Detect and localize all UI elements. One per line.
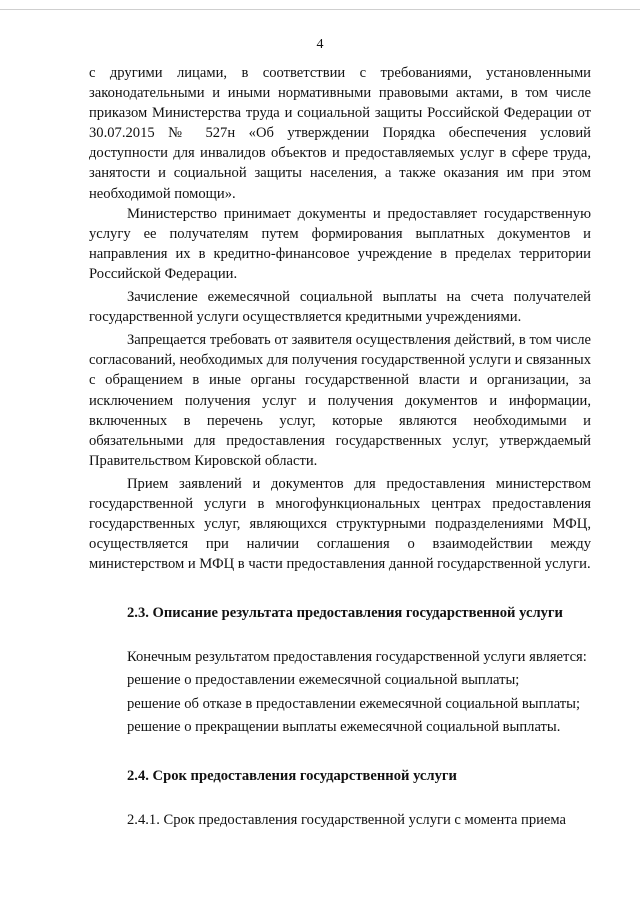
section-2-3-intro: Конечным результатом предоставления государственной услуги является:: [127, 649, 587, 666]
page-number: 4: [316, 37, 324, 52]
paragraph-crediting: Зачисление ежемесячной социальной выплаты на счета получателей государственной услуги осуществляется кредитными учреждениями.: [89, 289, 591, 326]
section-heading-2-4: 2.4. Срок предоставления государственной услуги: [127, 767, 457, 784]
section-heading-2-3: 2.3. Описание результата предоставления государственной услуги: [127, 605, 563, 622]
paragraph-continuation: с другими лицами, в соответствии с требованиями, установленными законодательными и иными нормативными правовыми актами, в том числе приказом Министерства труда и социальной защиты Российской Федерации от 30.07.2015 № 527н «Об утверждении Порядка обеспечения условий доступности для инвалидов объектов и предоставляемых услуг в сфере труда, занятости и социальной защиты населения, а также оказания им при этом необходимой помощи».: [89, 65, 591, 202]
section-2-4-1-paragraph: 2.4.1. Срок предоставления государственной услуги с момента приема: [127, 811, 567, 828]
paragraph-ministry-accepts: Министерство принимает документы и предоставляет государственную услугу ее получателям путем формирования выплатных документов и направления их в кредитно-финансовое учреждение в пределах территории Российской Федерации.: [89, 205, 591, 282]
document-body: [89, 63, 591, 830]
result-item-termination: решение о прекращении выплаты ежемесячной социальной выплаты.: [127, 718, 561, 735]
paragraph-prohibition: Запрещается требовать от заявителя осуществления действий, в том числе согласований, необходимых для получения государственной услуги и связанных с обращением в иные органы государственной власти и организации, за исключением получения услуг и получения документов и информации, включенных в перечень услуг, которые являются необходимыми и обязательными для предоставления государственных услуг, утверждаемый Правительством Кировской области.: [89, 332, 591, 469]
result-item-refusal: решение об отказе в предоставлении ежемесячной социальной выплаты;: [127, 695, 581, 712]
result-item-grant: решение о предоставлении ежемесячной социальной выплаты;: [127, 672, 520, 689]
page-top-rule: [0, 9, 640, 10]
paragraph-mfc: Прием заявлений и документов для предоставления министерством государственной услуги в многофункциональных центрах предоставления государственных услуг, являющихся структурными подразделениями МФЦ, осуществляется при наличии соглашения о взаимодействии между министерством и МФЦ в части предоставления данной государственной услуги.: [89, 475, 591, 573]
